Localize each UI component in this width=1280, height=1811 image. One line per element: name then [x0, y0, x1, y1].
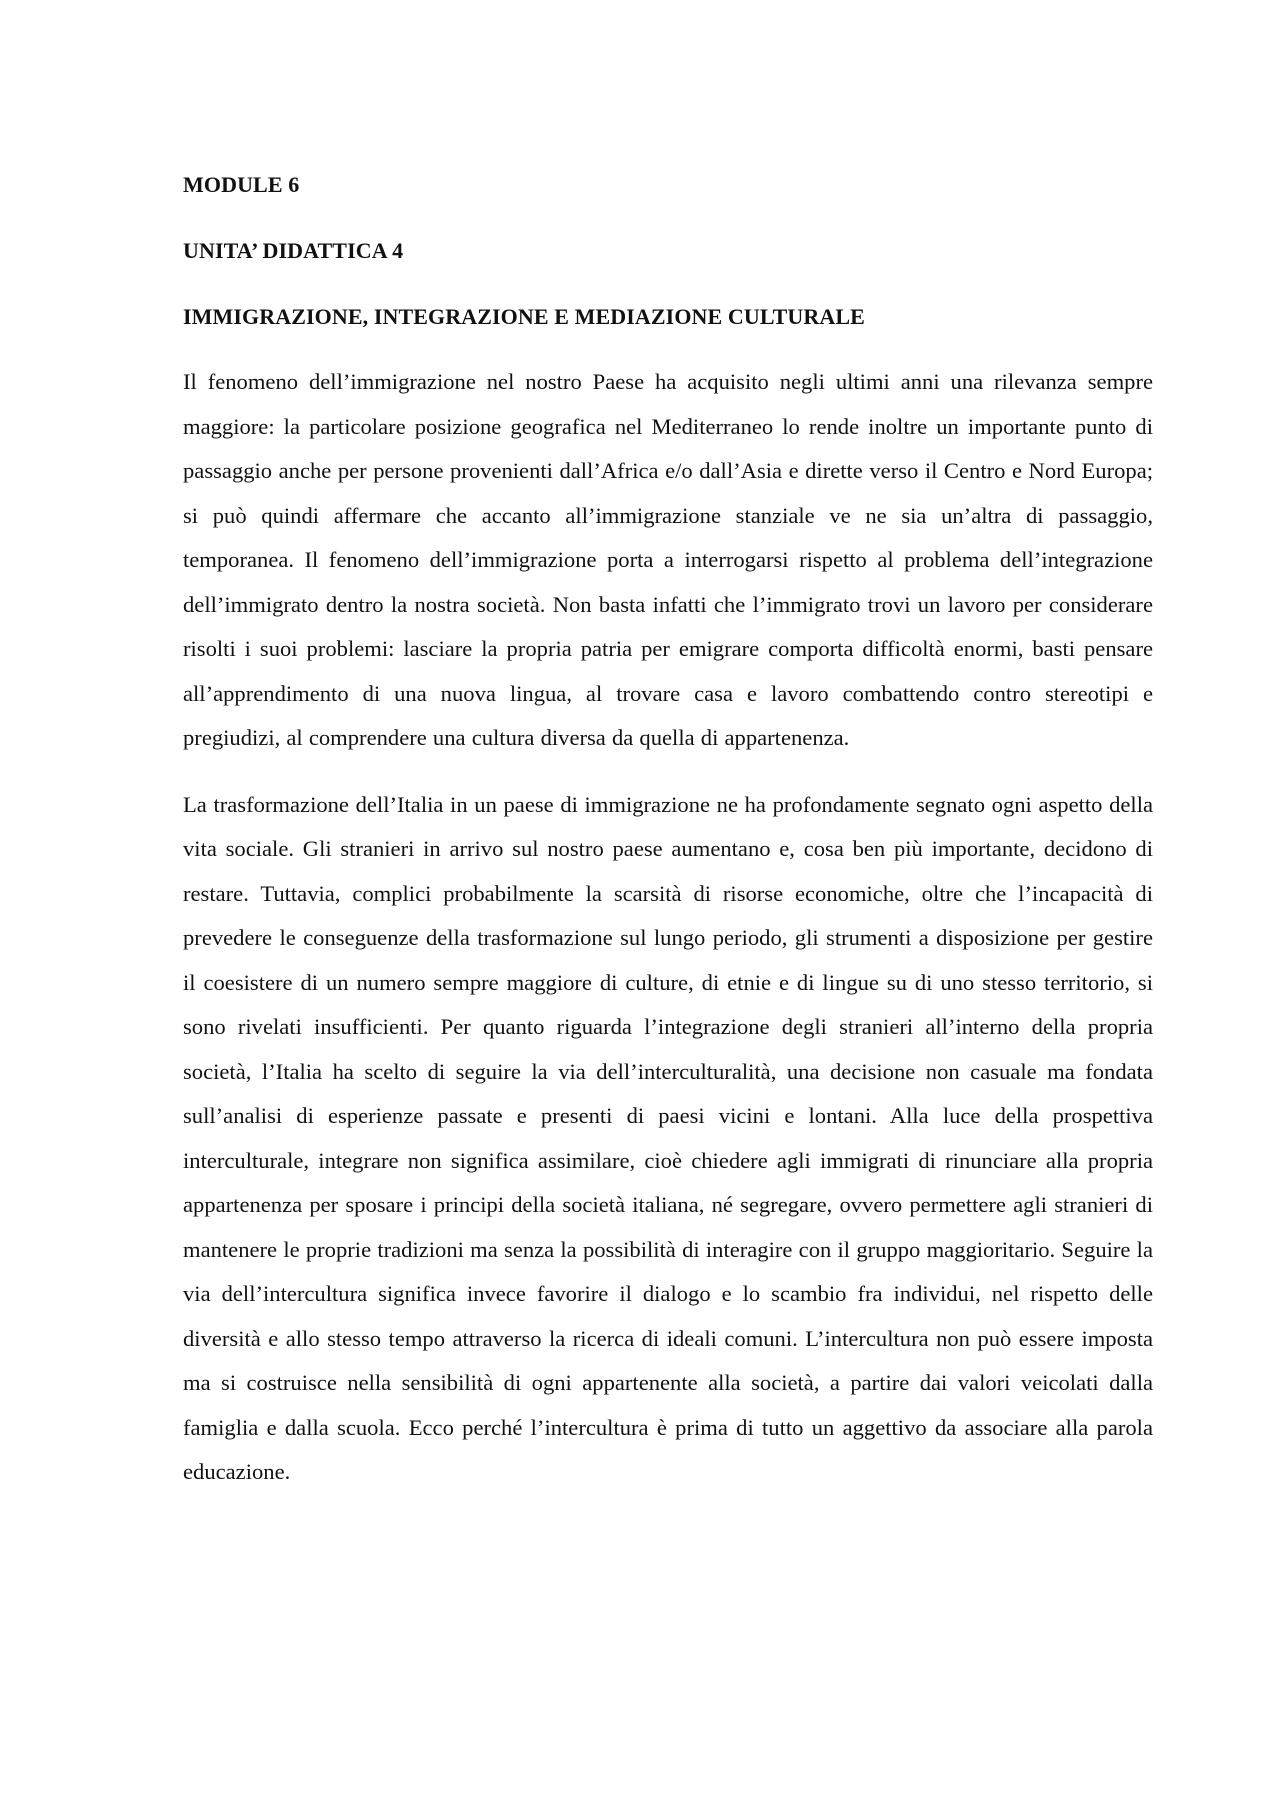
paragraph-1: Il fenomeno dell’immigrazione nel nostro Paese ha acquisito negli ultimi anni una rilevanza sempre maggiore: la particolare posizione geografica nel Mediterraneo lo rende inoltre un importante punto di passaggio anche per persone provenienti dall’Africa e/o dall’Asia e dirette verso il Centro e Nord Europa; si può quindi affermare che accanto all’immigrazione stanziale ve ne sia un’altra di passaggio, temporanea. Il fenomeno dell’immigrazione porta a interrogarsi rispetto al problema dell’integrazione dell’immigrato dentro la nostra società. Non basta infatti che l’immigrato trovi un lavoro per considerare risolti i suoi problemi: lasciare la propria patria per emigrare comporta difficoltà enormi, basti pensare all’apprendimento di una nuova lingua, al trovare casa e lavoro combattendo contro stereotipi e pregiudizi, al comprendere una cultura diversa da quella di appartenenza. — [183, 369, 1153, 750]
document-title: IMMIGRAZIONE, INTEGRAZIONE E MEDIAZIONE CULTURALE — [183, 304, 865, 329]
unit-heading: UNITA’ DIDATTICA 4 — [183, 238, 404, 263]
document-page — [183, 170, 1153, 1517]
paragraph-2: La trasformazione dell’Italia in un paese di immigrazione ne ha profondamente segnato ogni aspetto della vita sociale. Gli stranieri in arrivo sul nostro paese aumentano e, cosa ben più importante, decidono di restare. Tuttavia, complici probabilmente la scarsità di risorse economiche, oltre che l’incapacità di prevedere le conseguenze della trasformazione sul lungo periodo, gli strumenti a disposizione per gestire il coesistere di un numero sempre maggiore di culture, di etnie e di lingue su di uno stesso territorio, si sono rivelati insufficienti. Per quanto riguarda l’integrazione degli stranieri all’interno della propria società, l’Italia ha scelto di seguire la via dell’interculturalità, una decisione non casuale ma fondata sull’analisi di esperienze passate e presenti di paesi vicini e lontani. Alla luce della prospettiva interculturale, integrare non significa assimilare, cioè chiedere agli immigrati di rinunciare alla propria appartenenza per sposare i principi della società italiana, né segregare, ovvero permettere agli stranieri di mantenere le proprie tradizioni ma senza la possibilità di interagire con il gruppo maggioritario. Seguire la via dell’intercultura significa invece favorire il dialogo e lo scambio fra individui, nel rispetto delle diversità e allo stesso tempo attraverso la ricerca di ideali comuni. L’intercultura non può essere imposta ma si costruisce nella sensibilità di ogni appartenente alla società, a partire dai valori veicolati dalla famiglia e dalla scuola. Ecco perché l’intercultura è prima di tutto un aggettivo da associare alla parola educazione. — [183, 791, 1153, 1484]
module-heading: MODULE 6 — [183, 172, 300, 197]
